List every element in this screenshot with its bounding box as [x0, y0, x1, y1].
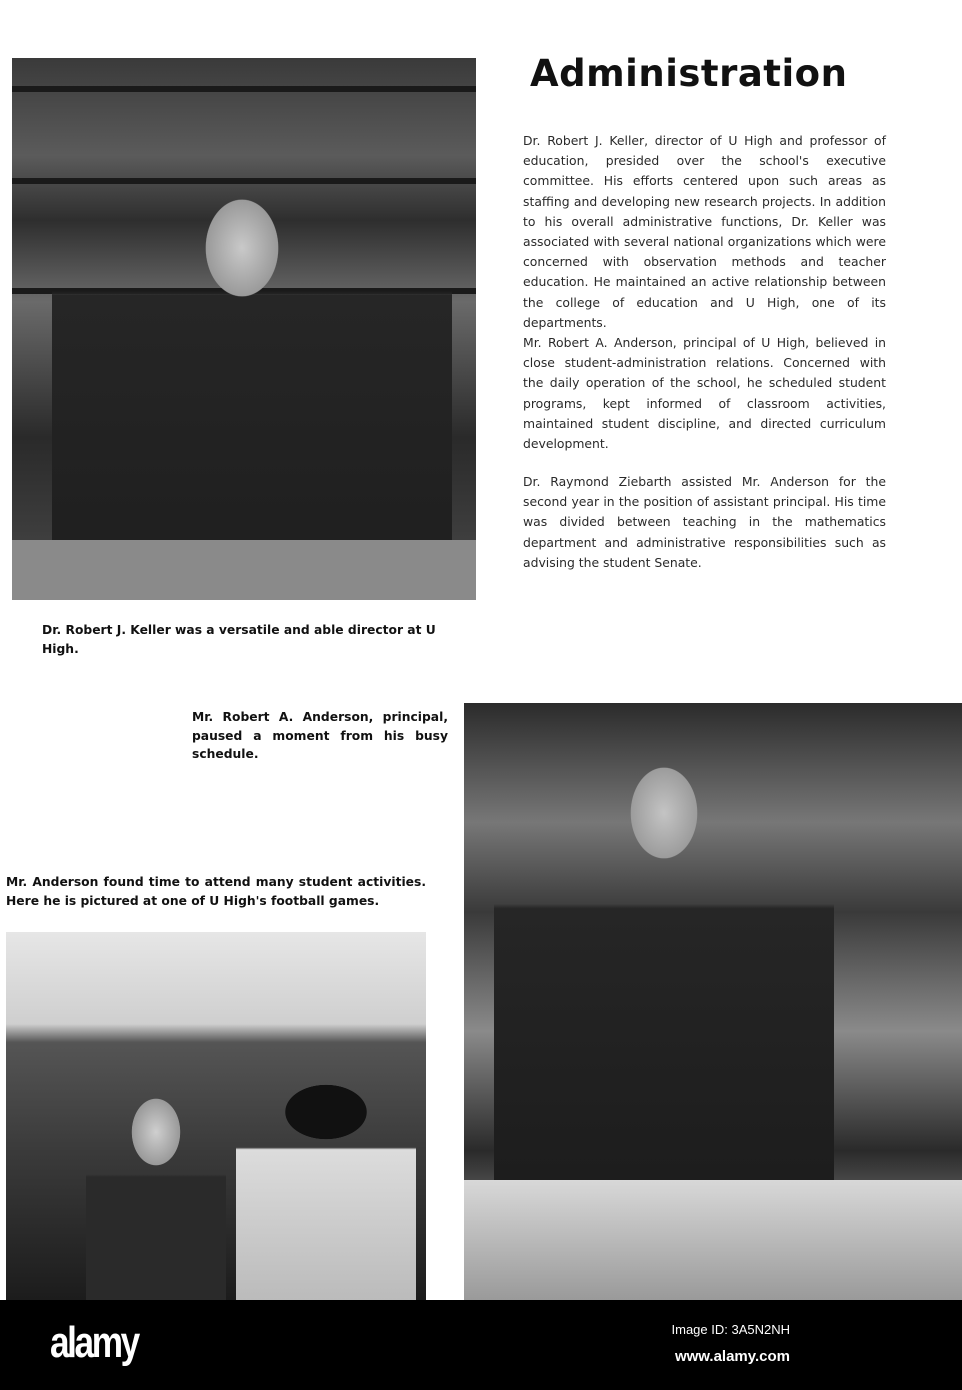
- photo-anderson-at-desk: [464, 703, 962, 1300]
- paragraph-ziebarth: Dr. Raymond Ziebarth assisted Mr. Anderson for the second year in the position of assistant principal. His time was divided between teaching in the mathematics department and administrative responsibilities such as advising the student Senate.: [523, 474, 886, 570]
- anderson-figure: [494, 743, 834, 1203]
- photo-keller-at-desk: [12, 58, 476, 600]
- image-id: Image ID: 3A5N2NH: [671, 1322, 790, 1337]
- photo-football-game-crowd: [6, 932, 426, 1300]
- watermark-footer: [0, 1300, 962, 1390]
- caption-keller: Dr. Robert J. Keller was a versatile and able director at U High.: [42, 623, 436, 656]
- spectator-figure: [236, 1082, 416, 1300]
- paragraph-keller: Dr. Robert J. Keller, director of U High and professor of education, presided over the school's executive committee. His efforts centered upon such areas as staffing and developing new research projects. In addition to his overall administrative functions, Dr. Keller was associated with several national organizations which were concerned with observation methods and teacher education. He maintained an active relationship between the college of education and U High, one of its departments.: [523, 133, 886, 330]
- alamy-logo: alamy: [50, 1318, 138, 1367]
- site-url: www.alamy.com: [674, 1348, 790, 1365]
- desk: [12, 540, 476, 600]
- keller-figure: [52, 158, 452, 600]
- anderson-figure: [86, 1072, 226, 1300]
- desk: [464, 1180, 962, 1300]
- paragraph-anderson: Mr. Robert A. Anderson, principal of U High, believed in close student-administration relations. Concerned with the daily operation of the school, he scheduled student programs, kept informed of classroom activities, maintained student discipline, and directed curriculum development.: [523, 335, 886, 452]
- caption-anderson: Mr. Robert A. Anderson, principal, paused a moment from his busy schedule.: [192, 710, 448, 761]
- bookshelf: [12, 86, 476, 92]
- caption-football-game: Mr. Anderson found time to attend many student activities. Here he is pictured at one of U High's football games.: [6, 875, 426, 908]
- page-title: Administration: [530, 52, 848, 95]
